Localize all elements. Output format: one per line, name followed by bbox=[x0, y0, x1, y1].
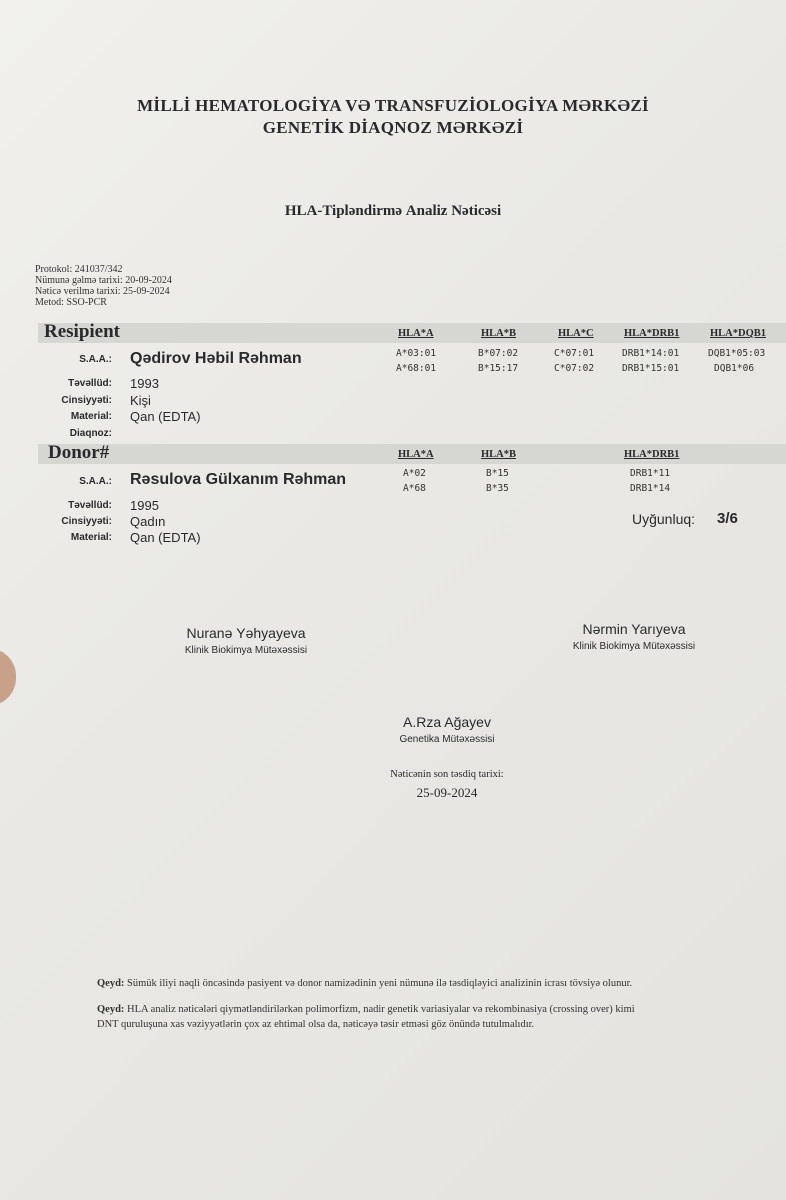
match-score: 3/6 bbox=[717, 510, 738, 527]
recipient-gender-label: Cinsiyyәti: bbox=[61, 395, 112, 406]
note-2 bbox=[97, 1004, 635, 1015]
donor-name-label: S.A.A.: bbox=[79, 476, 112, 487]
recipient-gender: Kişi bbox=[130, 393, 151, 408]
sample-date: Nümunә gәlmә tarixi: 20-09-2024 bbox=[35, 275, 172, 286]
recipient-diagnosis-label: Diaqnoz: bbox=[69, 428, 112, 439]
recipient-material: Qan (EDTA) bbox=[130, 409, 201, 424]
note-2-prefix: Qeyd: bbox=[97, 1004, 125, 1015]
note-2-text: HLA analiz nәticәlәri qiymәtlәndirilәrkәn polimorfizm, nadir genetik variasiyalar vә rekombinasiya (crossing over) kimi bbox=[127, 1004, 635, 1015]
protocol-number: Protokol: 241037/342 bbox=[35, 264, 123, 275]
donor-gender: Qadın bbox=[130, 514, 166, 529]
recipient-section-label: Resipient bbox=[44, 321, 120, 342]
donor-hla-b-allele-1: B*15 bbox=[486, 468, 509, 479]
recipient-hla-a-header: HLA*A bbox=[398, 328, 434, 339]
method: Metod: SSO-PCR bbox=[35, 297, 107, 308]
recipient-birth-year: 1993 bbox=[130, 376, 159, 391]
signatory-3-name: A.Rza Ağayev bbox=[403, 714, 491, 730]
department-name: GENETİK DİAQNOZ MƏRKƏZİ bbox=[262, 118, 524, 137]
recipient-hla-c-header: HLA*C bbox=[558, 328, 594, 339]
recipient-hla-drb1-allele-2: DRB1*15:01 bbox=[622, 363, 680, 374]
institution-name: MİLLİ HEMATOLOGİYA VƏ TRANSFUZİOLOGİYA MƏRKƏZİ bbox=[137, 96, 649, 115]
note-1 bbox=[97, 978, 632, 989]
recipient-hla-b-allele-1: B*07:02 bbox=[478, 348, 519, 359]
final-confirmation-label: Nәticәnin son tәsdiq tarixi: bbox=[390, 769, 504, 780]
recipient-material-label: Material: bbox=[70, 411, 112, 422]
donor-hla-drb1-allele-1: DRB1*11 bbox=[630, 468, 671, 479]
donor-section-label: Donor# bbox=[48, 442, 110, 463]
donor-hla-b-header: HLA*B bbox=[481, 449, 517, 460]
signatory-2-name: Nәrmin Yarıyeva bbox=[582, 621, 686, 637]
recipient-hla-c-allele-2: C*07:02 bbox=[554, 363, 595, 374]
match-label: Uyğunluq: bbox=[632, 511, 696, 527]
note-1-text: Sümük iliyi nәqli öncәsindә pasiyent vә donor namizәdinin yeni nümunә ilә tәsdiqlәyici analizinin icrası tövsiyә olunur. bbox=[127, 978, 633, 989]
donor-hla-a-header: HLA*A bbox=[398, 449, 434, 460]
recipient-hla-b-header: HLA*B bbox=[481, 328, 517, 339]
recipient-hla-a-allele-1: A*03:01 bbox=[396, 348, 437, 359]
recipient-hla-drb1-allele-1: DRB1*14:01 bbox=[622, 348, 680, 359]
final-confirmation-date: 25-09-2024 bbox=[416, 785, 478, 800]
donor-birth-year: 1995 bbox=[130, 498, 159, 513]
recipient-name-label: S.A.A.: bbox=[79, 354, 112, 365]
donor-birth-label: Tәvәllüd: bbox=[68, 500, 112, 511]
signatory-1-name: Nuranә Yәhyayeva bbox=[186, 625, 306, 641]
signatory-2-role: Klinik Biokimya Mütәxәssisi bbox=[572, 641, 696, 652]
note-1-prefix: Qeyd: bbox=[97, 978, 125, 989]
signatory-1-role: Klinik Biokimya Mütәxәssisi bbox=[184, 645, 308, 656]
donor-hla-b-allele-2: B*35 bbox=[486, 483, 509, 494]
recipient-hla-a-allele-2: A*68:01 bbox=[396, 363, 437, 374]
recipient-name: Qәdirov Hәbil Rәhman bbox=[130, 350, 302, 367]
recipient-hla-b-allele-2: B*15:17 bbox=[478, 363, 519, 374]
donor-hla-drb1-allele-2: DRB1*14 bbox=[630, 483, 671, 494]
donor-material: Qan (EDTA) bbox=[130, 530, 201, 545]
recipient-hla-dqb1-header: HLA*DQB1 bbox=[710, 328, 767, 339]
recipient-hla-drb1-header: HLA*DRB1 bbox=[624, 328, 680, 339]
donor-hla-drb1-header: HLA*DRB1 bbox=[624, 449, 680, 460]
recipient-hla-dqb1-allele-1: DQB1*05:03 bbox=[708, 348, 766, 359]
result-date: Nәticә verilmә tarixi: 25-09-2024 bbox=[35, 286, 170, 297]
signatory-3-role: Genetika Mütәxәssisi bbox=[399, 734, 495, 745]
donor-hla-a-allele-2: A*68 bbox=[403, 483, 426, 494]
note-2-line-2: DNT quruluşuna xas vәziyyәtlәrin çox az ehtimal olsa da, nәticәyә tәsir etmәsi göz önündә tutulmalıdır. bbox=[97, 1019, 535, 1030]
donor-name: Rәsulova Gülxanım Rәhman bbox=[130, 471, 347, 488]
recipient-hla-c-allele-1: C*07:01 bbox=[554, 348, 595, 359]
donor-material-label: Material: bbox=[70, 532, 112, 543]
donor-hla-a-allele-1: A*02 bbox=[403, 468, 426, 479]
donor-gender-label: Cinsiyyәti: bbox=[61, 516, 112, 527]
recipient-birth-label: Tәvәllüd: bbox=[68, 378, 112, 389]
report-title: HLA-Tiplәndirmә Analiz Nәticәsi bbox=[284, 203, 502, 219]
recipient-hla-dqb1-allele-2: DQB1*06 bbox=[714, 363, 755, 374]
